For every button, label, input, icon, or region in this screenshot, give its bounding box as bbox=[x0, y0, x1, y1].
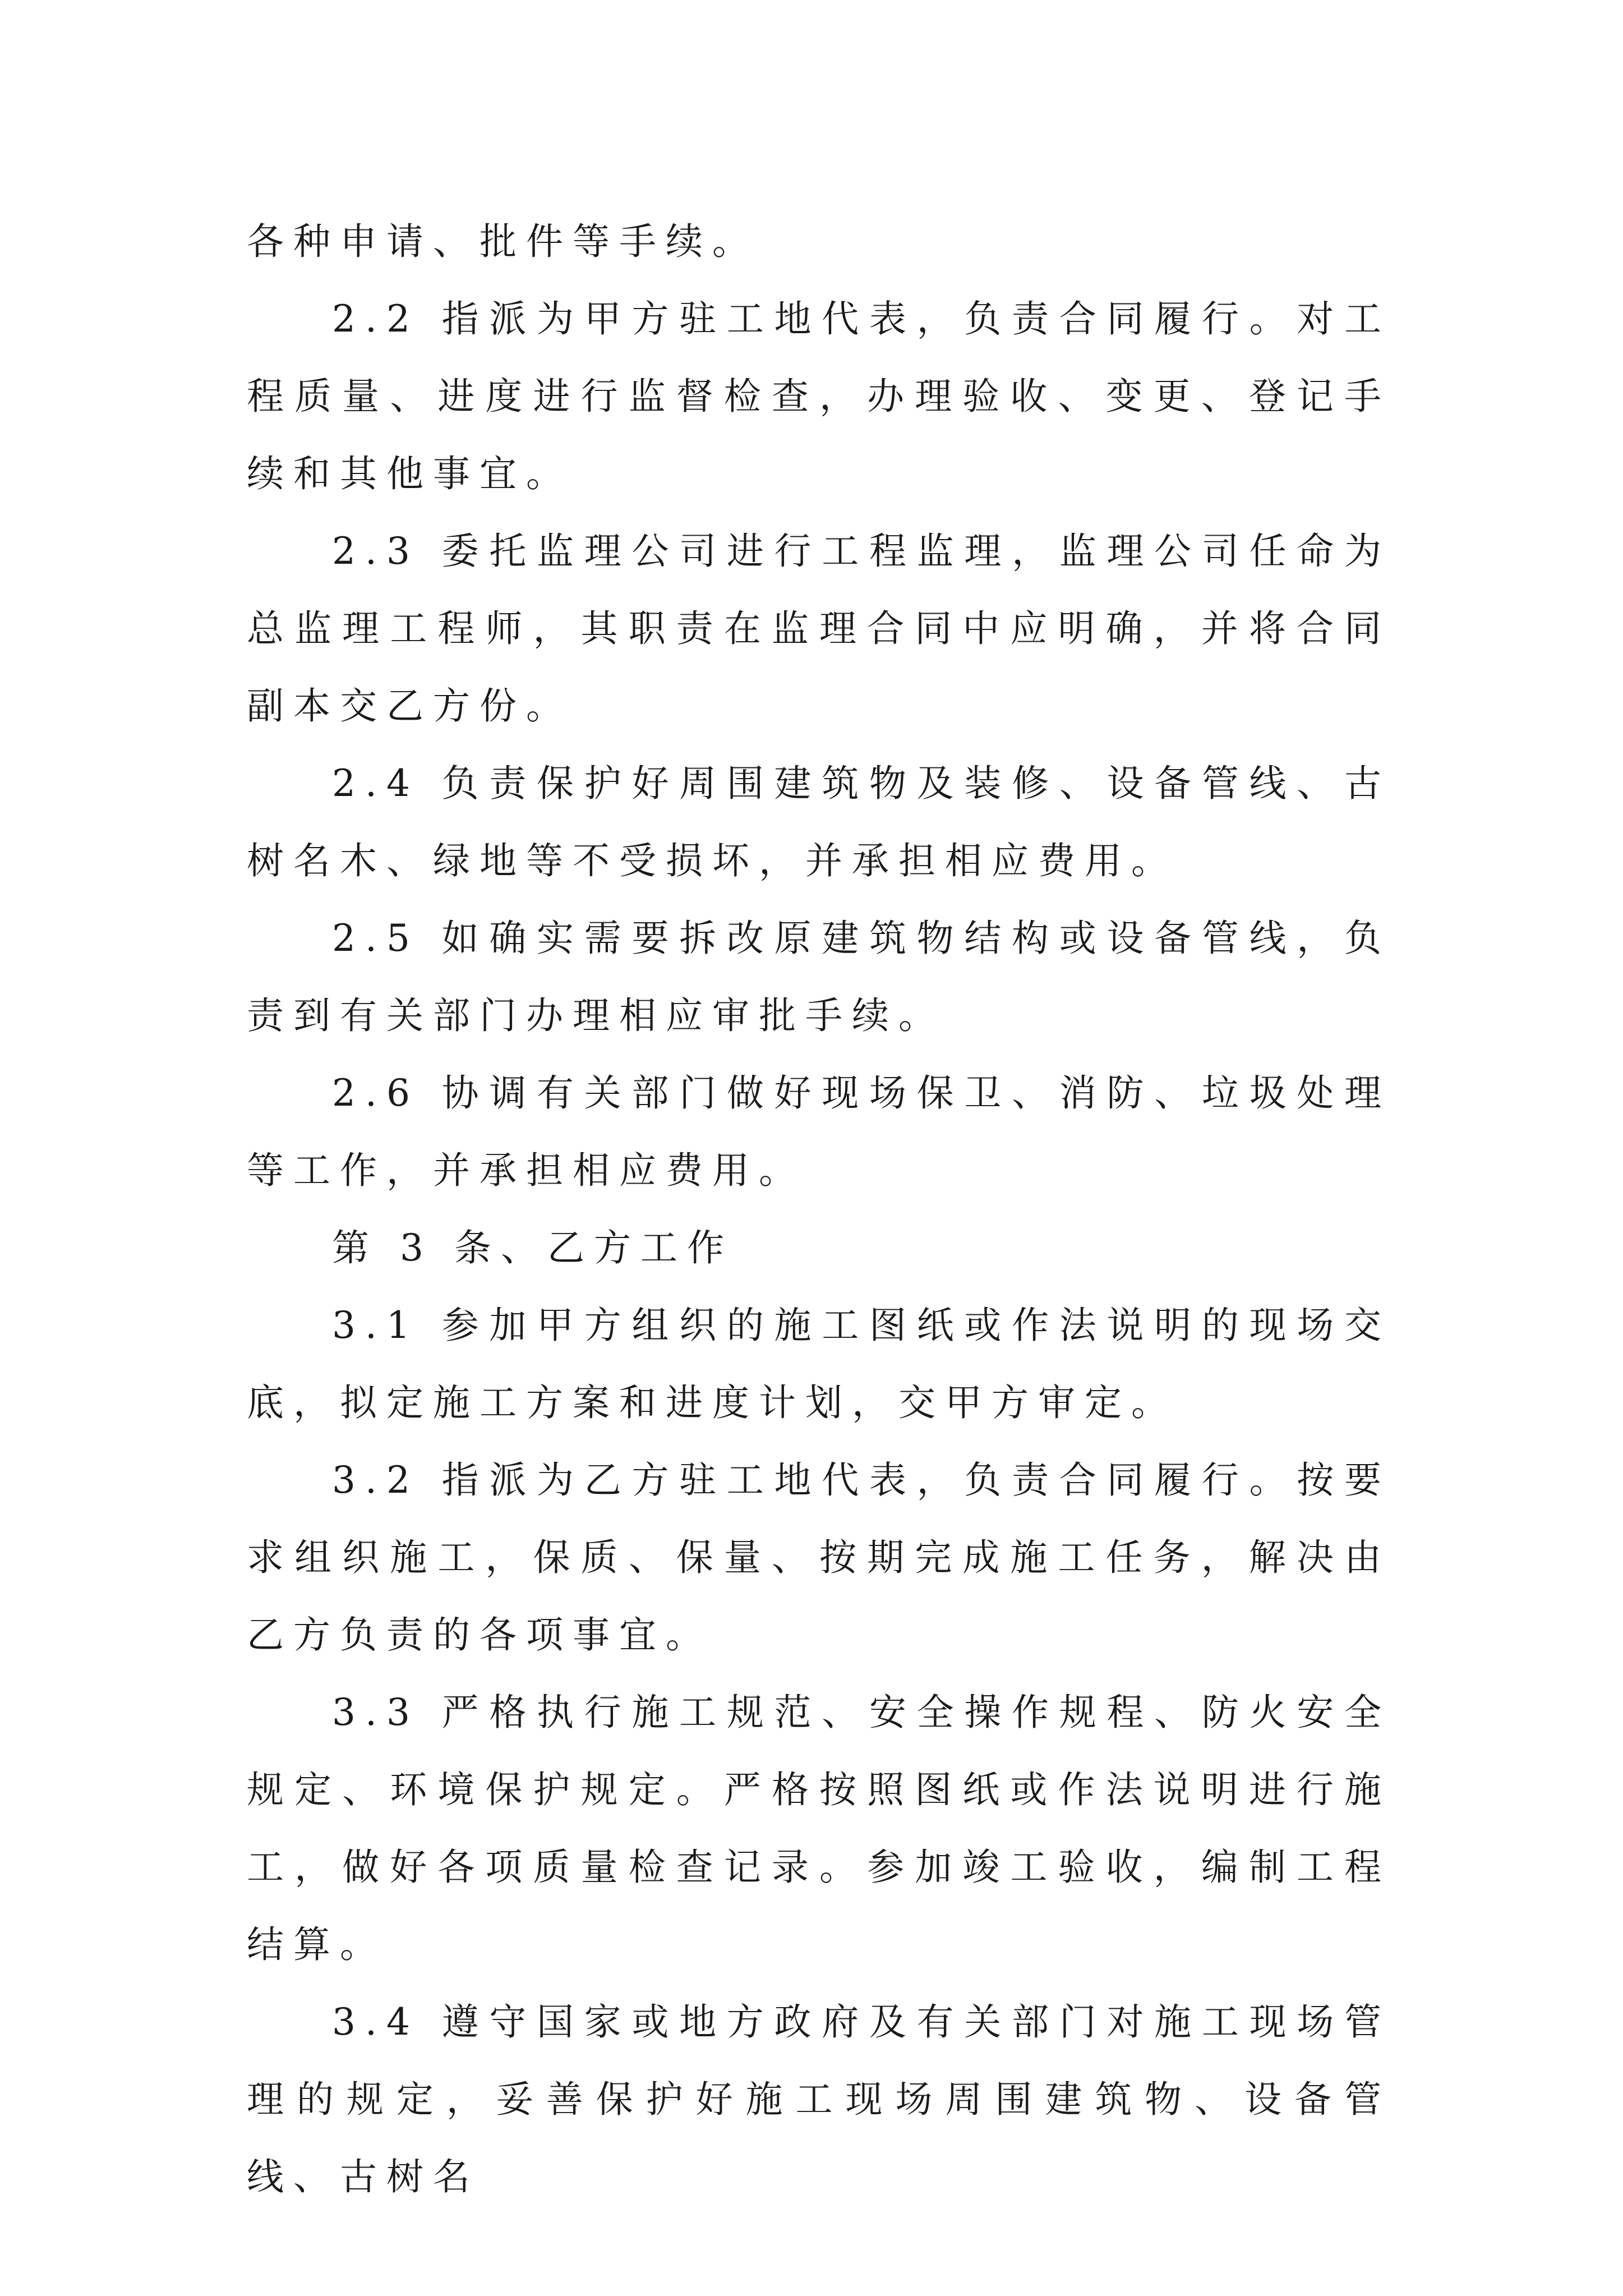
paragraph-2-4: 2.4 负责保护好周围建筑物及装修、设备管线、古树名木、绿地等不受损坏，并承担相应费用。 bbox=[247, 762, 1391, 882]
paragraph-2-6: 2.6 协调有关部门做好现场保卫、消防、垃圾处理等工作，并承担相应费用。 bbox=[247, 1071, 1391, 1192]
paragraph-continuation: 各种申请、批件等手续。 bbox=[247, 220, 759, 263]
paragraph-2-2: 2.2 指派为甲方驻工地代表，负责合同履行。对工程质量、进度进行监督检查，办理验收、变更、登记手续和其他事宜。 bbox=[247, 297, 1391, 495]
paragraph-3-2: 3.2 指派为乙方驻工地代表，负责合同履行。按要求组织施工，保质、保量、按期完成施工任务，解决由乙方负责的各项事宜。 bbox=[247, 1458, 1391, 1657]
article-3-heading: 第 3 条、乙方工作 bbox=[332, 1226, 734, 1269]
paragraph-2-5: 2.5 如确实需要拆改原建筑物结构或设备管线，负责到有关部门办理相应审批手续。 bbox=[247, 917, 1391, 1037]
paragraph-3-3: 3.3 严格执行施工规范、安全操作规程、防火安全规定、环境保护规定。严格按照图纸或作法说明进行施工，做好各项质量检查记录。参加竣工验收，编制工程结算。 bbox=[247, 1691, 1391, 1966]
paragraph-3-1: 3.1 参加甲方组织的施工图纸或作法说明的现场交底，拟定施工方案和进度计划，交甲方审定。 bbox=[247, 1304, 1391, 1424]
paragraph-2-3: 2.3 委托监理公司进行工程监理，监理公司任命为总监理工程师，其职责在监理合同中应明确，并将合同副本交乙方份。 bbox=[247, 530, 1391, 728]
paragraph-3-4: 3.4 遵守国家或地方政府及有关部门对施工现场管理的规定，妥善保护好施工现场周围建筑物、设备管线、古树名 bbox=[247, 2000, 1391, 2198]
document-body bbox=[247, 203, 1391, 2216]
